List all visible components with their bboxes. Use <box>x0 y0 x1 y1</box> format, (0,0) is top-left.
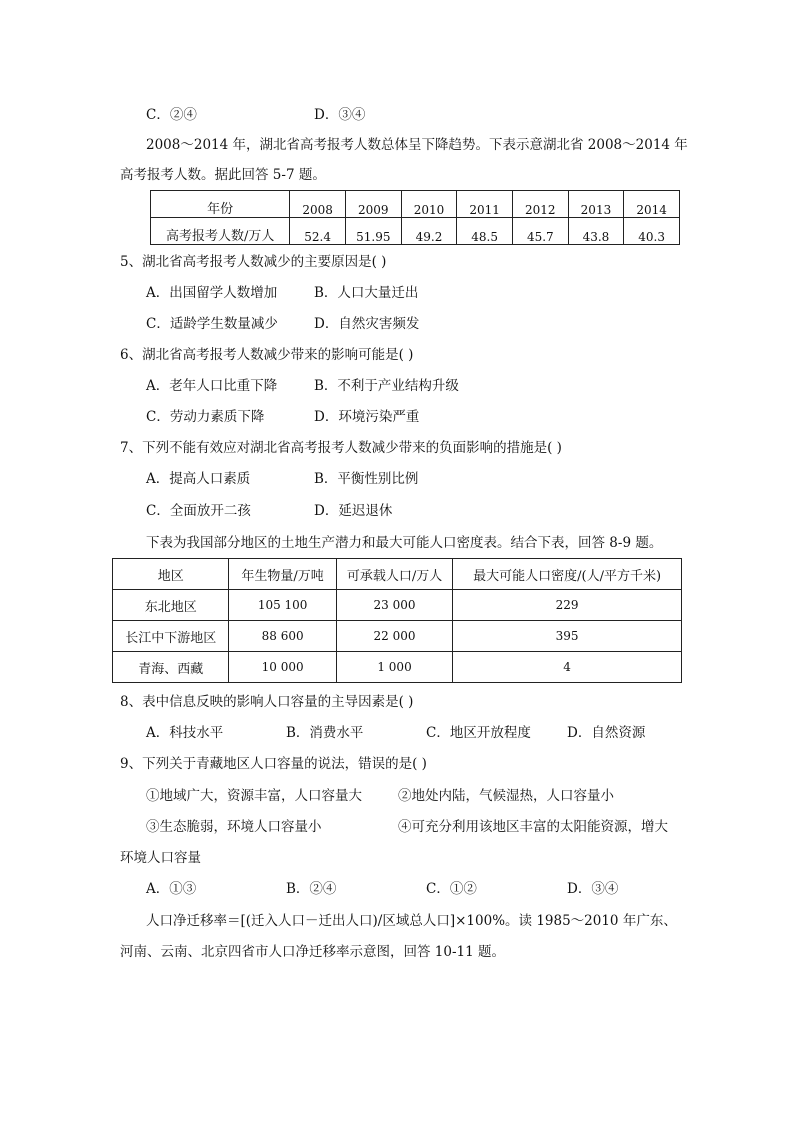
table-cell: 23 000 <box>336 590 452 621</box>
option-a: A．老年人口比重下降 <box>146 378 278 394</box>
intro-paragraph-line: 河南、云南、北京四省市人口净迁移率示意图，回答 10-11 题。 <box>120 944 505 960</box>
intro-paragraph-line: 高考报考人数。据此回答 5-7 题。 <box>120 167 326 183</box>
table-cell: 2014 <box>624 191 680 218</box>
option-a: A．出国留学人数增加 <box>146 285 278 301</box>
statement-2: ②地处内陆，气候湿热，人口容量小 <box>398 788 614 804</box>
option-d: D．③④ <box>314 107 366 123</box>
table-cell: 青海、西藏 <box>113 652 229 683</box>
table-cell: 48.5 <box>457 218 513 245</box>
intro-paragraph-line: 人口净迁移率＝[(迁入人口－迁出人口)/区域总人口]×100%。读 1985～2010 年广东、 <box>146 913 677 929</box>
table-cell: 51.95 <box>345 218 401 245</box>
option-d: D．自然资源 <box>567 725 646 741</box>
exam-count-table <box>150 190 680 245</box>
option-c: C．①② <box>426 881 477 897</box>
table-row <box>113 590 682 621</box>
table-cell: 395 <box>453 621 682 652</box>
option-d: D．环境污染严重 <box>314 409 420 425</box>
table-cell: 2008 <box>290 191 346 218</box>
question-stem: 9、下列关于青藏地区人口容量的说法，错误的是( ) <box>120 756 427 772</box>
option-a: A．科技水平 <box>146 725 224 741</box>
table-cell: 2012 <box>512 191 568 218</box>
table-header-cell: 年生物量/万吨 <box>229 559 336 590</box>
table-cell: 40.3 <box>624 218 680 245</box>
option-d: D．延迟退休 <box>314 503 393 519</box>
option-c: C．适龄学生数量减少 <box>146 316 278 332</box>
table-cell: 10 000 <box>229 652 336 683</box>
option-b: B．不利于产业结构升级 <box>314 378 459 394</box>
table-cell: 22 000 <box>336 621 452 652</box>
statement-3: ③生态脆弱，环境人口容量小 <box>146 819 322 835</box>
option-c: C．地区开放程度 <box>426 725 531 741</box>
option-c: C．劳动力素质下降 <box>146 409 265 425</box>
option-b: B．②④ <box>286 881 337 897</box>
table-row <box>113 652 682 683</box>
statement-4: ④可充分利用该地区丰富的太阳能资源，增大 <box>398 819 668 835</box>
table-row <box>113 621 682 652</box>
table-cell: 高考报考人数/万人 <box>151 218 290 245</box>
table-cell: 49.2 <box>401 218 457 245</box>
table-cell: 229 <box>453 590 682 621</box>
table-cell: 88 600 <box>229 621 336 652</box>
table-cell: 2013 <box>568 191 624 218</box>
table-cell: 年份 <box>151 191 290 218</box>
option-a: A．提高人口素质 <box>146 471 251 487</box>
table-cell: 长江中下游地区 <box>113 621 229 652</box>
table-cell: 2009 <box>345 191 401 218</box>
option-b: B．人口大量迁出 <box>314 285 419 301</box>
option-c: C．②④ <box>146 107 197 123</box>
question-stem: 6、湖北省高考报考人数减少带来的影响可能是( ) <box>120 347 414 363</box>
table-cell: 105 100 <box>229 590 336 621</box>
table-header-cell: 最大可能人口密度/(人/平方千米) <box>453 559 682 590</box>
intro-paragraph-line: 2008～2014 年，湖北省高考报考人数总体呈下降趋势。下表示意湖北省 2008～2014 年 <box>146 137 688 153</box>
table-cell: 52.4 <box>290 218 346 245</box>
table-cell: 东北地区 <box>113 590 229 621</box>
option-b: B．平衡性别比例 <box>314 471 419 487</box>
table-cell: 2011 <box>457 191 513 218</box>
intro-paragraph-line: 下表为我国部分地区的土地生产潜力和最大可能人口密度表。结合下表，回答 8-9 题。 <box>146 535 663 551</box>
table-row <box>151 218 680 245</box>
table-cell: 45.7 <box>512 218 568 245</box>
table-cell: 43.8 <box>568 218 624 245</box>
option-d: D．自然灾害频发 <box>314 316 420 332</box>
population-density-table <box>112 558 682 683</box>
question-stem: 5、湖北省高考报考人数减少的主要原因是( ) <box>120 254 387 270</box>
option-a: A．①③ <box>146 881 197 897</box>
question-stem: 7、下列不能有效应对湖北省高考报考人数减少带来的负面影响的措施是( ) <box>120 440 562 456</box>
option-b: B．消费水平 <box>286 725 364 741</box>
statement-4-continued: 环境人口容量 <box>120 850 201 866</box>
option-d: D．③④ <box>567 881 619 897</box>
option-c: C．全面放开二孩 <box>146 503 251 519</box>
table-cell: 1 000 <box>336 652 452 683</box>
question-stem: 8、表中信息反映的影响人口容量的主导因素是( ) <box>120 694 414 710</box>
table-row <box>151 191 680 218</box>
table-header-cell: 可承载人口/万人 <box>336 559 452 590</box>
table-row <box>113 559 682 590</box>
table-header-cell: 地区 <box>113 559 229 590</box>
statement-1: ①地域广大，资源丰富，人口容量大 <box>146 788 362 804</box>
table-cell: 2010 <box>401 191 457 218</box>
table-cell: 4 <box>453 652 682 683</box>
